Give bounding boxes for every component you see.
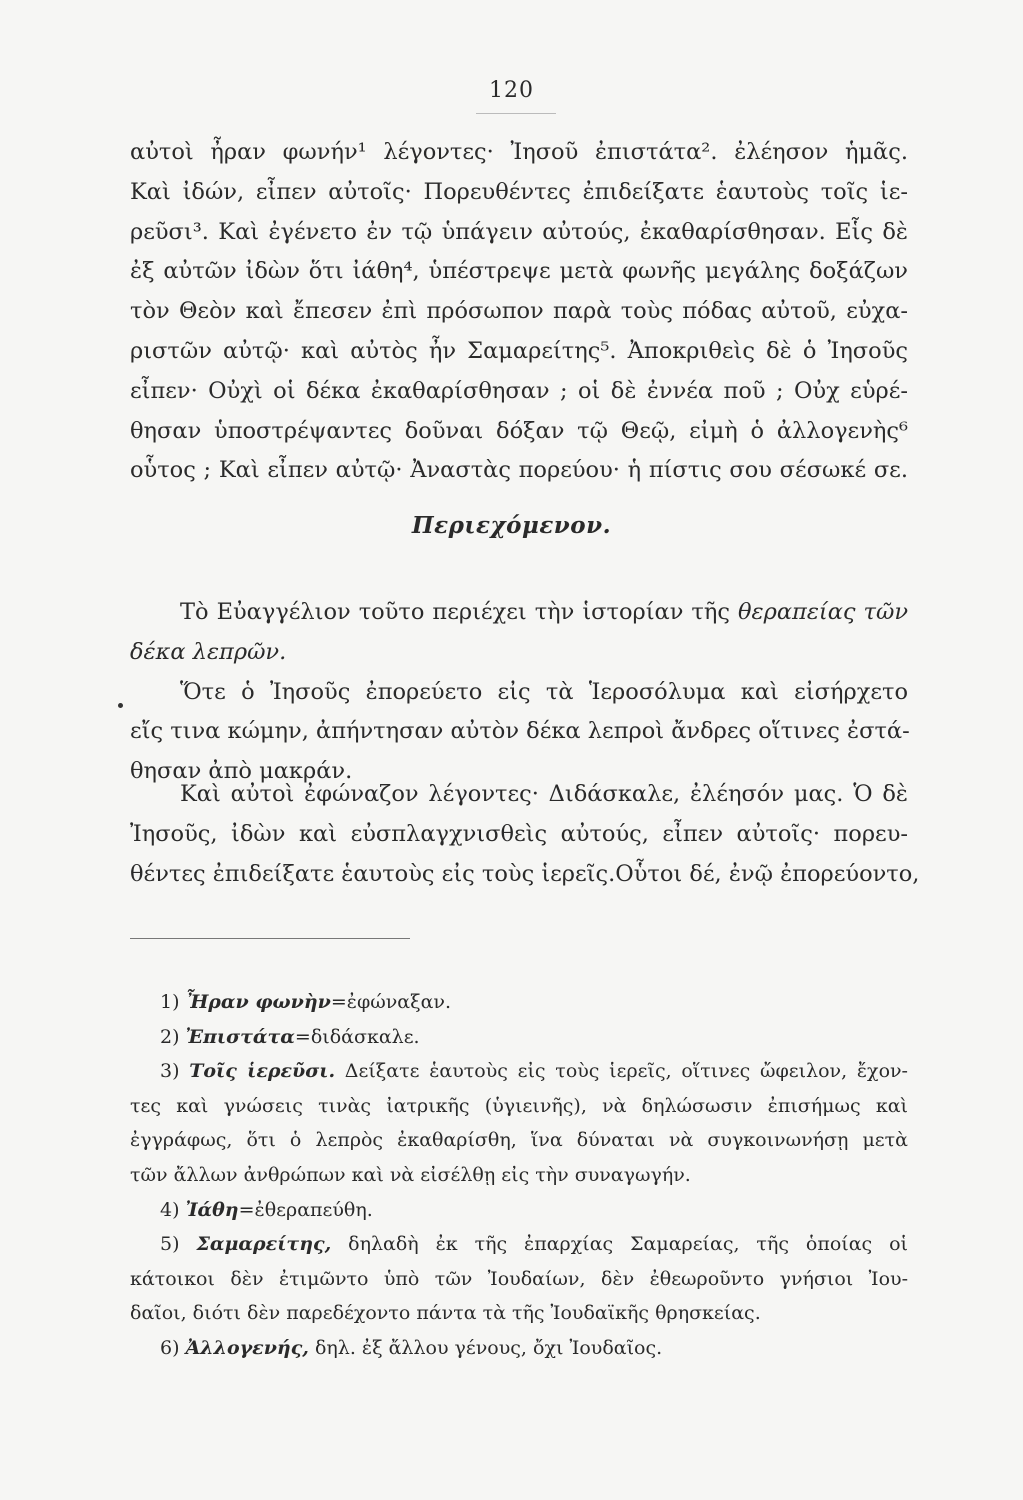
text-line: ρεῦσι³. Καὶ ἐγένετο ἐν τῷ ὑπάγειν αὐτούς, ἐκαθαρίσθησαν. Εἷς δὲ [130,218,908,245]
footnote-number: 1) [160,991,180,1013]
footnote-rule [130,938,410,939]
text-line: Καὶ ἰδών, εἶπεν αὐτοῖς· Πορευθέντες ἐπιδείξατε ἑαυτοὺς τοῖς ἱε- [130,178,908,205]
footnote-term: Ἐπιστάτα [185,1025,295,1048]
summary-line: Ἰησοῦς, ἰδὼν καὶ εὐσπλαγχνισθεὶς αὐτούς, εἶπεν αὐτοῖς· πορευ- [130,820,908,847]
margin-dot [118,703,123,708]
text-line: αὐτοὶ ἦραν φωνήν¹ λέγοντες· Ἰησοῦ ἐπιστάτα². ἐλέησον ἡμᾶς. [130,139,908,165]
summary-line: Ὅτε ὁ Ἰησοῦς ἐπορεύετο εἰς τὰ Ἱεροσόλυμα καὶ εἰσήρχετο [180,678,908,705]
summary-line: Καὶ αὐτοὶ ἐφώναζον λέγοντες· Διδάσκαλε, ἐλέησόν μας. Ὁ δὲ [180,781,908,807]
footnote-5 [130,1227,908,1262]
footnote-term: Σαμαρείτης, [196,1233,332,1256]
footnote-text: δηλ. ἐξ ἄλλου γένους, ὄχι Ἰουδαῖος. [314,1336,663,1359]
footnote-3 [130,1054,908,1089]
summary-line: εἴς τινα κώμην, ἀπήντησαν αὐτὸν δέκα λεπροὶ ἄνδρες οἵτινες ἐστά- [130,718,910,745]
page-number: 120 [489,78,534,103]
page-number-rule [476,113,556,114]
footnote-text: τες καὶ γνώσεις τινὰς ἰατρικῆς (ὑγιεινῆς), νὰ δηλώσωσιν ἐπισήμως καὶ [130,1094,908,1117]
text-line: θησαν ὑποστρέψαντες δοῦναι δόξαν τῷ Θεῷ, εἰμὴ ὁ ἀλλογενὴς⁶ [130,417,908,444]
footnote-text: τῶν ἄλλων ἀνθρώπων καὶ νὰ εἰσέλθῃ εἰς τὴν συναγωγήν. [130,1163,691,1186]
footnote-term: Ἀλλογενής, [185,1336,309,1359]
footnote-number: 6) [160,1336,180,1359]
footnotes [130,985,908,1366]
main-text [130,133,908,491]
text-line: τὸν Θεὸν καὶ ἔπεσεν ἐπὶ πρόσωπον παρὰ τοὺς πόδας αὐτοῦ, εὐχα- [130,298,908,325]
section-heading: Περιεχόμενον. [411,512,612,539]
summary-emphasis: δέκα λεπρῶν. [130,638,287,665]
summary-emphasis: θεραπείας τῶν [737,599,908,625]
footnote-text: ἐγγράφως, ὅτι ὁ λεπρὸς ἐκαθαρίσθη, ἵνα δύναται νὰ συγκοινωνήσῃ μετὰ [130,1129,908,1152]
text-line: ριστῶν αὐτῷ· καὶ αὐτὸς ἦν Σαμαρείτης⁵. Ἀποκριθεὶς δὲ ὁ Ἰησοῦς [130,337,908,364]
footnote-term: Ἰάθη [185,1198,239,1221]
summary-line [130,593,908,633]
footnote-term: Τοῖς ἱερεῦσι. [189,1060,336,1083]
footnote-number: 5) [160,1233,180,1256]
footnote-text: =διδάσκαλε. [294,1025,420,1048]
summary-paragraphs-2 [130,775,920,894]
text-line: ἐξ αὐτῶν ἰδὼν ὅτι ἰάθη⁴, ὑπέστρεψε μετὰ φωνῆς μεγάλης δοξάζων [130,258,908,285]
footnote-text: Δείξατε ἑαυτοὺς εἰς τοὺς ἱερεῖς, οἵτινες ὤφειλον, ἔχον- [344,1060,908,1083]
summary-line: θέντες ἐπιδείξατε ἑαυτοὺς εἰς τοὺς ἱερεῖς.Οὗτοι δέ, ἐνῷ ἐπορεύοντο, [130,860,920,887]
footnote-text: δηλαδὴ ἐκ τῆς ἐπαρχίας Σαμαρείας, τῆς ὁποίας οἱ [348,1233,908,1256]
text-line: εἶπεν· Οὐχὶ οἱ δέκα ἐκαθαρίσθησαν ; οἱ δὲ ἐννέα ποῦ ; Οὐχ εὑρέ- [130,377,908,404]
summary-line: θησαν ἀπὸ μακράν. [130,758,353,785]
footnote-text: δαῖοι, διότι δὲν παρεδέχοντο πάντα τὰ τῆς Ἰουδαϊκῆς θρησκείας. [130,1302,761,1325]
footnote-number: 2) [160,1025,180,1048]
text-line: οὗτος ; Καὶ εἶπεν αὐτῷ· Ἀναστὰς πορεύου· ἡ πίστις σου σέσωκέ σε. [130,457,908,484]
footnote-6 [130,1331,908,1366]
footnote-4 [130,1193,908,1228]
footnote-1 [130,985,908,1020]
footnote-text: =ἐφώναξαν. [330,991,452,1013]
footnote-term: Ἦραν φωνὴν [185,991,331,1013]
footnote-2 [130,1020,908,1055]
footnote-text: κάτοικοι δὲν ἐτιμῶντο ὑπὸ τῶν Ἰουδαίων, δὲν ἐθεωροῦντο γνήσιοι Ἰου- [130,1267,908,1290]
summary-paragraphs [130,593,908,792]
footnote-number: 3) [160,1060,180,1083]
footnote-text: =ἐθεραπεύθη. [238,1198,373,1221]
footnote-number: 4) [160,1198,180,1221]
summary-text: Τὸ Εὐαγγέλιον τοῦτο περιέχει τὴν ἱστορίαν τῆς [180,599,730,625]
